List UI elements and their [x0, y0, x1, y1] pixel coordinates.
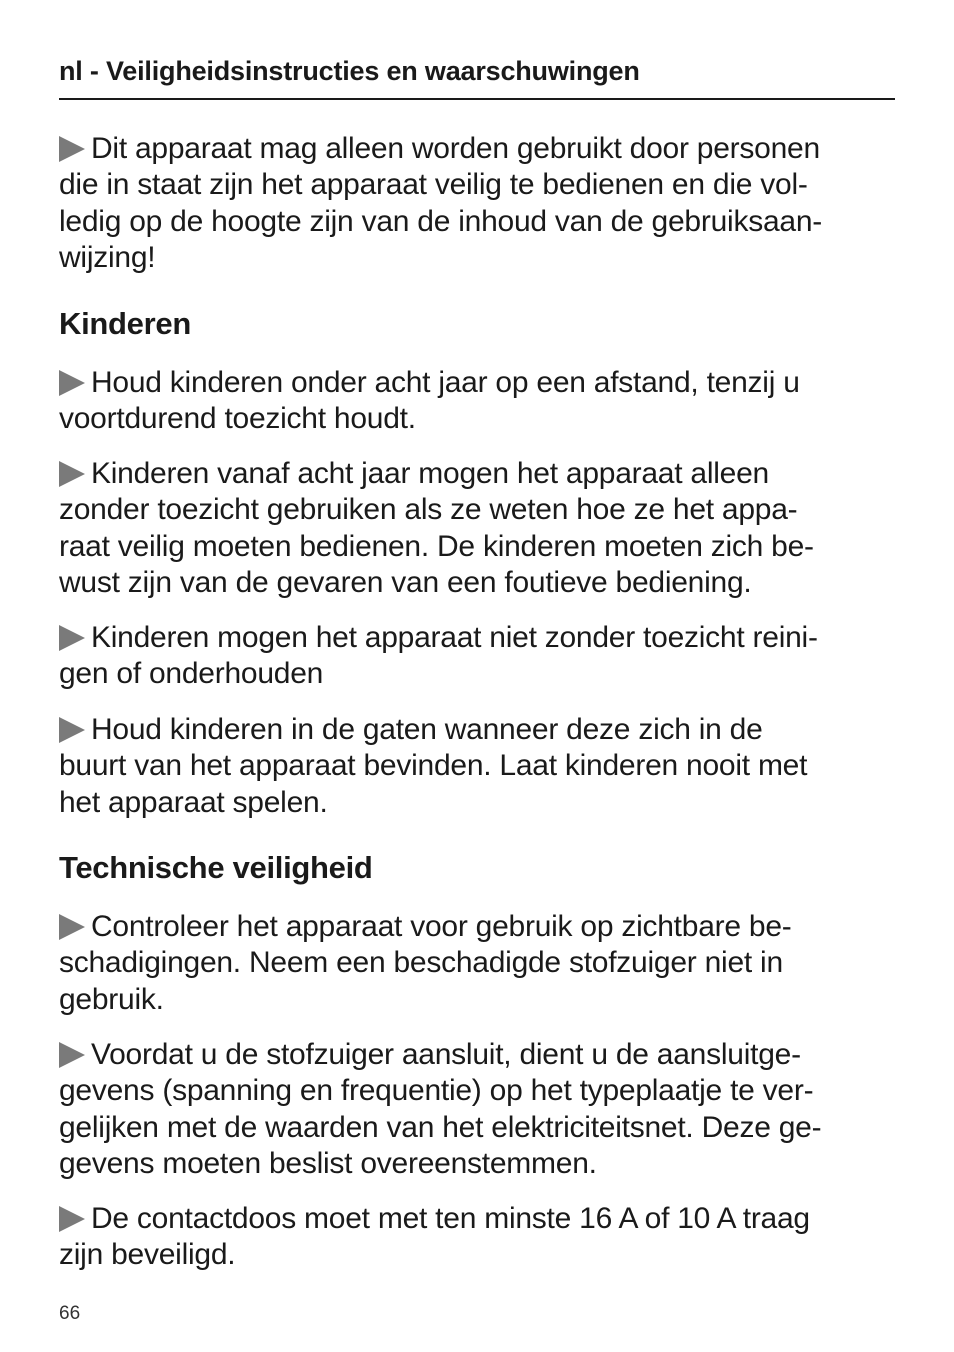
- safety-paragraph: [59, 712, 899, 821]
- paragraph-line: zonder toezicht gebruiken als ze weten hoe ze het appa-: [59, 493, 798, 527]
- safety-paragraph: [59, 365, 899, 438]
- page-number: 66: [59, 1303, 81, 1324]
- paragraph-line: gelijken met de waarden van het elektriciteitsnet. Deze ge-: [59, 1110, 822, 1144]
- triangle-bullet-icon: [59, 625, 85, 651]
- paragraph-line: gebruik.: [59, 982, 164, 1016]
- paragraph-line: Kinderen mogen het apparaat niet zonder toezicht reini-: [59, 620, 899, 656]
- paragraph-line: Houd kinderen onder acht jaar op een afstand, tenzij u: [59, 365, 899, 401]
- safety-paragraph: [59, 1201, 899, 1274]
- triangle-bullet-icon: [59, 461, 85, 487]
- safety-paragraph: [59, 1037, 899, 1183]
- paragraph-line: wijzing!: [59, 241, 156, 275]
- safety-paragraph: [59, 909, 899, 1018]
- paragraph-line: het apparaat spelen.: [59, 785, 328, 819]
- page-header-title: nl - Veiligheidsinstructies en waarschuwingen: [59, 56, 640, 86]
- triangle-bullet-icon: [59, 1042, 85, 1068]
- triangle-bullet-icon: [59, 370, 85, 396]
- paragraph-line: die in staat zijn het apparaat veilig te bedienen en die vol-: [59, 168, 808, 202]
- paragraph-line: raat veilig moeten bedienen. De kinderen moeten zich be-: [59, 529, 814, 563]
- paragraph-line: Houd kinderen in de gaten wanneer deze zich in de: [59, 712, 899, 748]
- paragraph-line: Voordat u de stofzuiger aansluit, dient u de aansluitge-: [59, 1037, 899, 1073]
- safety-paragraph: [59, 456, 899, 602]
- triangle-bullet-icon: [59, 717, 85, 743]
- paragraph-line: Kinderen vanaf acht jaar mogen het apparaat alleen: [59, 456, 899, 492]
- paragraph-line: schadigingen. Neem een beschadigde stofzuiger niet in: [59, 946, 783, 980]
- section-heading-technische-veiligheid: Technische veiligheid: [59, 850, 373, 885]
- triangle-bullet-icon: [59, 136, 85, 162]
- intro-paragraph: [59, 131, 899, 277]
- paragraph-line: buurt van het apparaat bevinden. Laat kinderen nooit met: [59, 749, 808, 783]
- paragraph-line: gevens (spanning en frequentie) op het typeplaatje te ver-: [59, 1074, 814, 1108]
- paragraph-line: Dit apparaat mag alleen worden gebruikt door personen: [59, 131, 899, 167]
- paragraph-line: De contactdoos moet met ten minste 16 A of 10 A traag: [59, 1201, 899, 1237]
- paragraph-line: gevens moeten beslist overeenstemmen.: [59, 1147, 597, 1181]
- section-heading-kinderen: Kinderen: [59, 306, 191, 341]
- paragraph-line: Controleer het apparaat voor gebruik op zichtbare be-: [59, 909, 899, 945]
- paragraph-line: zijn beveiligd.: [59, 1238, 236, 1272]
- paragraph-line: ledig op de hoogte zijn van de inhoud van de gebruiksaan-: [59, 204, 822, 238]
- safety-paragraph: [59, 620, 899, 693]
- page-header: [59, 52, 895, 100]
- triangle-bullet-icon: [59, 1206, 85, 1232]
- triangle-bullet-icon: [59, 914, 85, 940]
- paragraph-line: voortdurend toezicht houdt.: [59, 402, 416, 436]
- paragraph-line: gen of onderhouden: [59, 657, 324, 691]
- paragraph-line: wust zijn van de gevaren van een foutieve bediening.: [59, 566, 752, 600]
